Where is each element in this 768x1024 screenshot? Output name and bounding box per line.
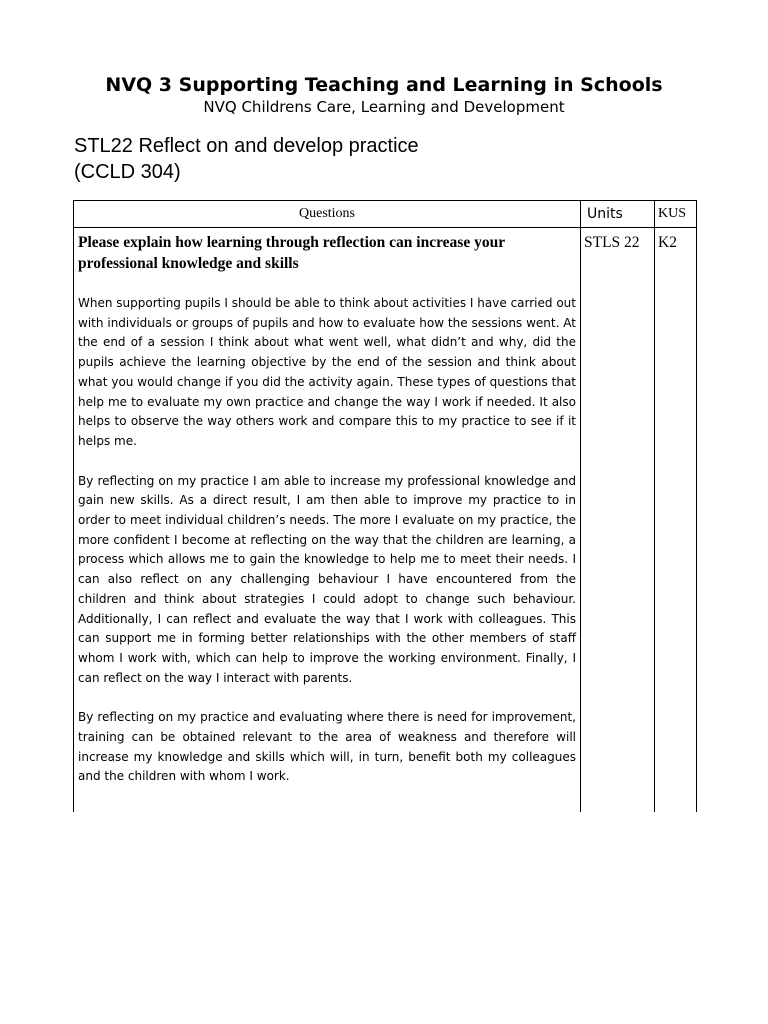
document-title: NVQ 3 Supporting Teaching and Learning in Schools <box>105 74 663 96</box>
question-text: Please explain how learning through reflection can increase your professional knowledge and skills <box>78 234 505 272</box>
unit-heading: STL22 Reflect on and develop practice <box>74 135 419 157</box>
answer-paragraph: By reflecting on my practice and evaluating where there is need for improvement, training can be obtained relevant to the area of weakness and therefore will increase my knowledge and skills which will, in turn, benefit both my colleagues and the children with whom I work. <box>78 710 576 784</box>
table-row <box>74 228 697 813</box>
column-header-questions: Questions <box>74 201 581 228</box>
question-cell <box>74 228 581 813</box>
column-header-kus: KUS <box>655 201 697 228</box>
table-header-row <box>74 201 697 228</box>
answer-paragraph: By reflecting on my practice I am able to increase my professional knowledge and gain new skills. As a direct result, I am then able to improve my practice to in order to meet individual children’s needs. The more I evaluate on my practice, the more confident I become at reflecting on the way that the children are learning, a process which allows me to gain the knowledge to help me to meet their needs. I can also reflect on any challenging behaviour I have encountered from the children and think about strategies I could adopt to change such behaviour. Additionally, I can reflect and evaluate the way that I work with colleagues. This can support me in forming better relationships with the other members of staff whom I work with, which can help to improve the working environment. Finally, I can reflect on the way I interact with parents. <box>78 473 576 685</box>
kus-cell: K2 <box>655 228 697 813</box>
units-cell: STLS 22 <box>581 228 655 813</box>
column-header-units: Units <box>581 201 655 228</box>
unit-code: (CCLD 304) <box>74 161 181 183</box>
document-subtitle: NVQ Childrens Care, Learning and Development <box>203 98 565 116</box>
questions-table <box>73 200 697 812</box>
answer-paragraph: When supporting pupils I should be able to think about activities I have carried out with individuals or groups of pupils and how to evaluate how the sessions went. At the end of a session I think about what went well, what didn’t and why, did the pupils achieve the learning objective by the end of the session and think about what you would change if you did the activity again. These types of questions that help me to evaluate my own practice and change the way I work if needed. It also helps to observe the way others work and compare this to my practice to see if it helps me. <box>78 296 576 448</box>
